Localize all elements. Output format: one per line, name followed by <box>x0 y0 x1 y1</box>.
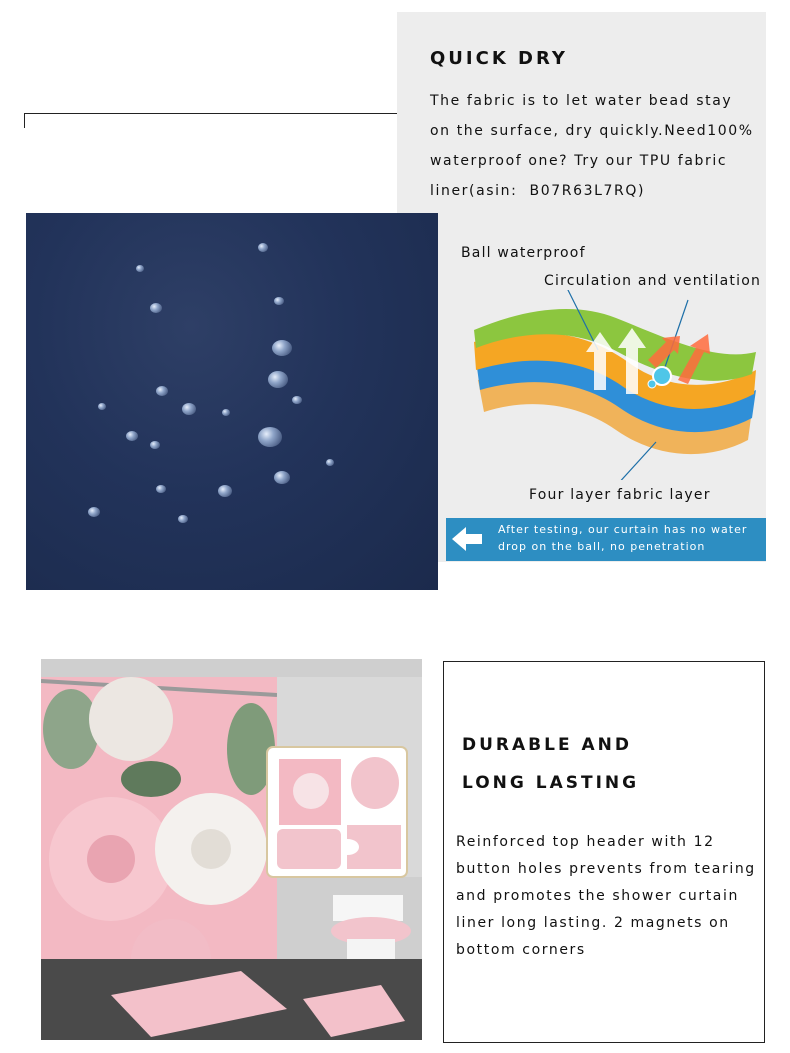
durable-title-line2: LONG LASTING <box>462 773 640 793</box>
water-drop <box>88 507 100 517</box>
rose-white-center <box>191 829 231 869</box>
info-line: drop on the ball, no penetration <box>498 540 706 553</box>
water-drop <box>156 485 166 493</box>
water-drop <box>272 340 292 356</box>
durable-line: liner long lasting. 2 magnets on <box>456 915 730 931</box>
durable-line: bottom corners <box>456 942 586 958</box>
water-drop <box>326 459 334 466</box>
water-drop <box>182 403 196 415</box>
leaf <box>121 761 181 797</box>
inset-rose <box>293 773 329 809</box>
quick-dry-line: on the surface, dry quickly.Need100% <box>430 123 754 139</box>
rose-pink-center <box>87 835 135 883</box>
water-drop <box>274 297 284 305</box>
water-drop <box>274 471 290 484</box>
water-drop <box>292 396 302 404</box>
ball-waterproof-label: Ball waterproof <box>461 245 586 261</box>
water-drop <box>136 265 144 272</box>
water-ball <box>648 380 656 388</box>
water-drop <box>150 303 162 313</box>
water-drop <box>126 431 138 441</box>
quick-dry-line: liner(asin: B07R63L7RQ) <box>430 183 646 199</box>
quick-dry-title: QUICK DRY <box>430 48 568 69</box>
durable-description <box>456 829 766 964</box>
water-drop <box>156 386 168 396</box>
water-drop <box>258 243 268 252</box>
four-layer-label: Four layer fabric layer <box>529 487 711 503</box>
fabric-layers-diagram <box>466 290 766 480</box>
durable-line: and promotes the shower curtain <box>456 888 739 904</box>
inset-mat <box>277 829 341 869</box>
inset-lid <box>351 757 399 809</box>
water-drop <box>218 485 232 497</box>
quick-dry-line: The fabric is to let water bead stay <box>430 93 733 109</box>
divider-line <box>24 113 400 114</box>
info-line: After testing, our curtain has no water <box>498 523 748 536</box>
water-drop <box>268 371 288 388</box>
durable-line: Reinforced top header with 12 <box>456 834 715 850</box>
quick-dry-description <box>430 86 770 206</box>
water-drop <box>178 515 188 523</box>
water-drop <box>222 409 230 416</box>
rose-white <box>89 677 173 761</box>
quick-dry-line: waterproof one? Try our TPU fabric <box>430 153 728 169</box>
arrow-left-icon <box>450 525 484 553</box>
water-drop <box>258 427 282 447</box>
durable-title-line1: DURABLE AND <box>462 735 632 755</box>
divider-tick <box>24 113 25 128</box>
info-bar-text <box>498 521 762 555</box>
circulation-label: Circulation and ventilation <box>544 273 762 289</box>
water-droplets-photo <box>26 213 438 590</box>
water-drop <box>150 441 160 449</box>
water-drop <box>98 403 106 410</box>
bathroom-set-photo <box>41 659 422 1040</box>
durable-line: button holes prevents from tearing <box>456 861 756 877</box>
pointer-line <box>616 442 656 480</box>
